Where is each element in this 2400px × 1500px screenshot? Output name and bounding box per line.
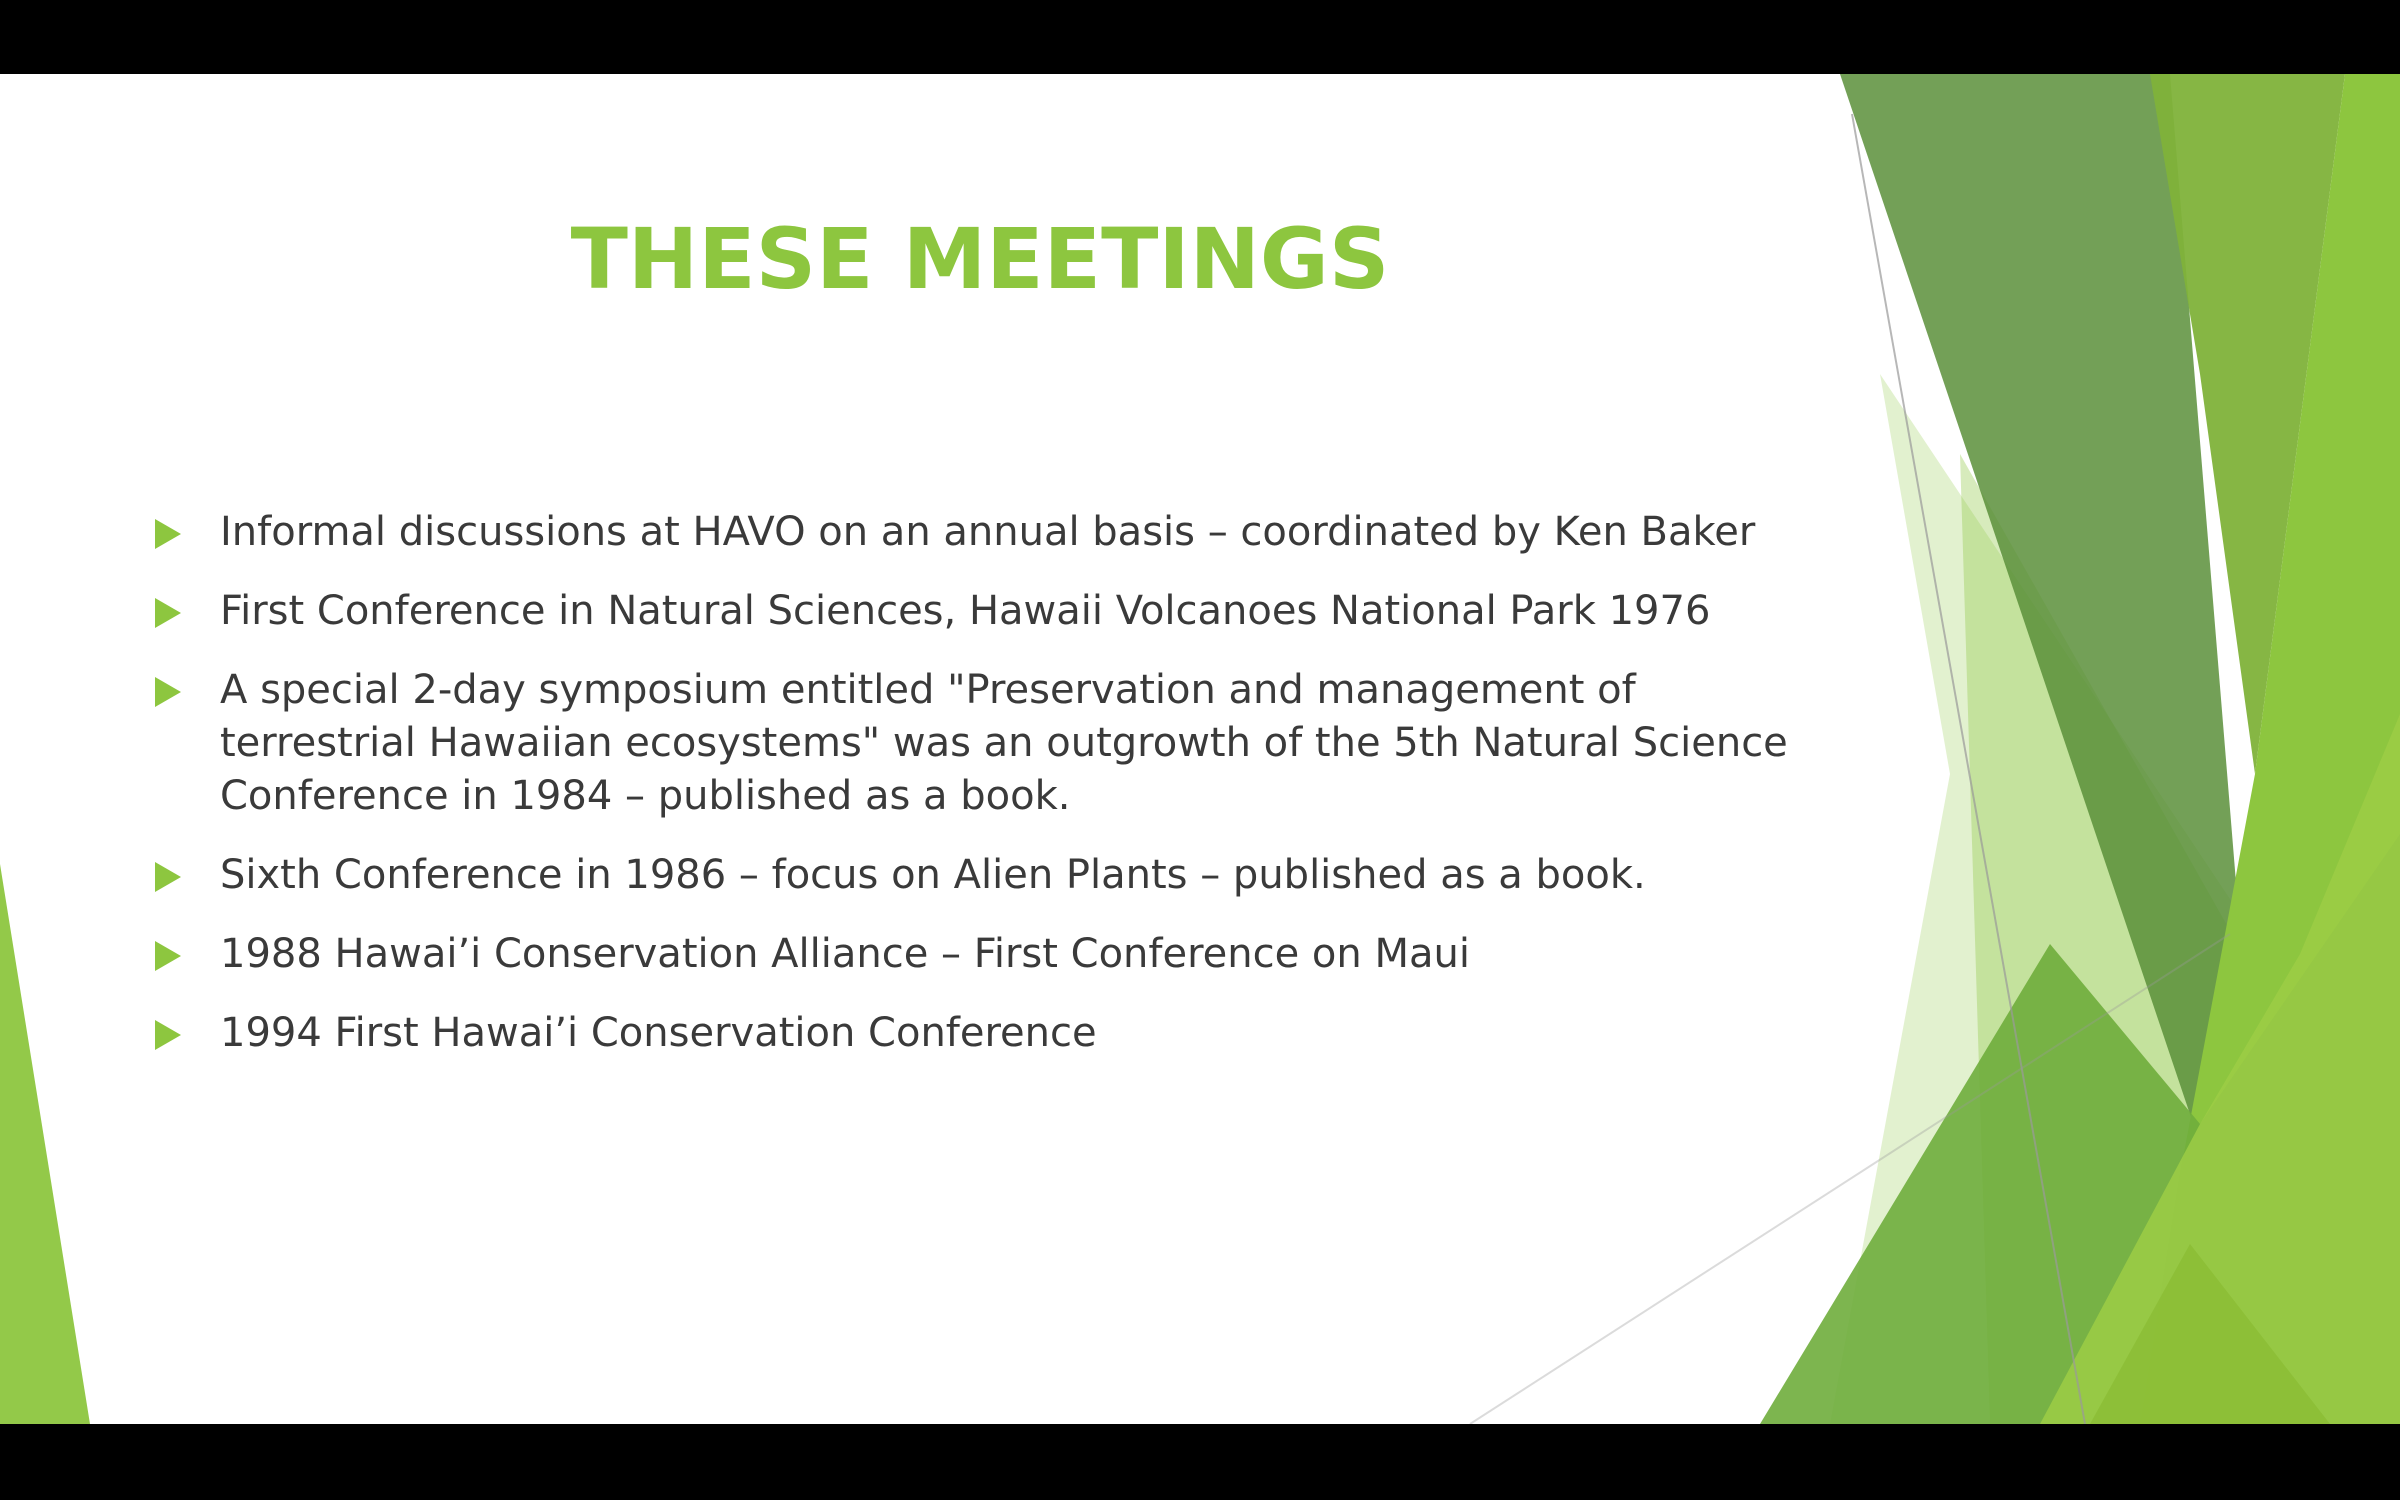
triangle-bullet-icon [155, 941, 181, 971]
triangle-bullet-icon [155, 677, 181, 707]
bullet-list [150, 506, 1810, 1086]
bullet-text: 1988 Hawai’i Conservation Alliance – First Conference on Maui [220, 931, 1470, 977]
list-item [150, 585, 1810, 638]
bullet-text: Sixth Conference in 1986 – focus on Alien Plants – published as a book. [220, 852, 1646, 898]
bullet-text: First Conference in Natural Sciences, Hawaii Volcanoes National Park 1976 [220, 588, 1711, 634]
triangle-bullet-icon [155, 598, 181, 628]
slide [0, 74, 2400, 1424]
bullet-text: A special 2-day symposium entitled "Preservation and management of terrestrial Hawaiian ecosystems" was an outgrowth of the 5th Natural Science Conference in 1984 – published as a book. [220, 667, 1788, 819]
triangle-bullet-icon [155, 1020, 181, 1050]
triangle-bullet-icon [155, 862, 181, 892]
list-item [150, 506, 1810, 559]
list-item [150, 1007, 1810, 1060]
triangle-bullet-icon [155, 519, 181, 549]
bullet-text: 1994 First Hawai’i Conservation Conference [220, 1010, 1097, 1056]
slide-title: THESE MEETINGS [570, 210, 1390, 308]
list-item [150, 849, 1810, 902]
list-item [150, 928, 1810, 981]
list-item [150, 664, 1810, 823]
bullet-text: Informal discussions at HAVO on an annual basis – coordinated by Ken Baker [220, 509, 1756, 555]
